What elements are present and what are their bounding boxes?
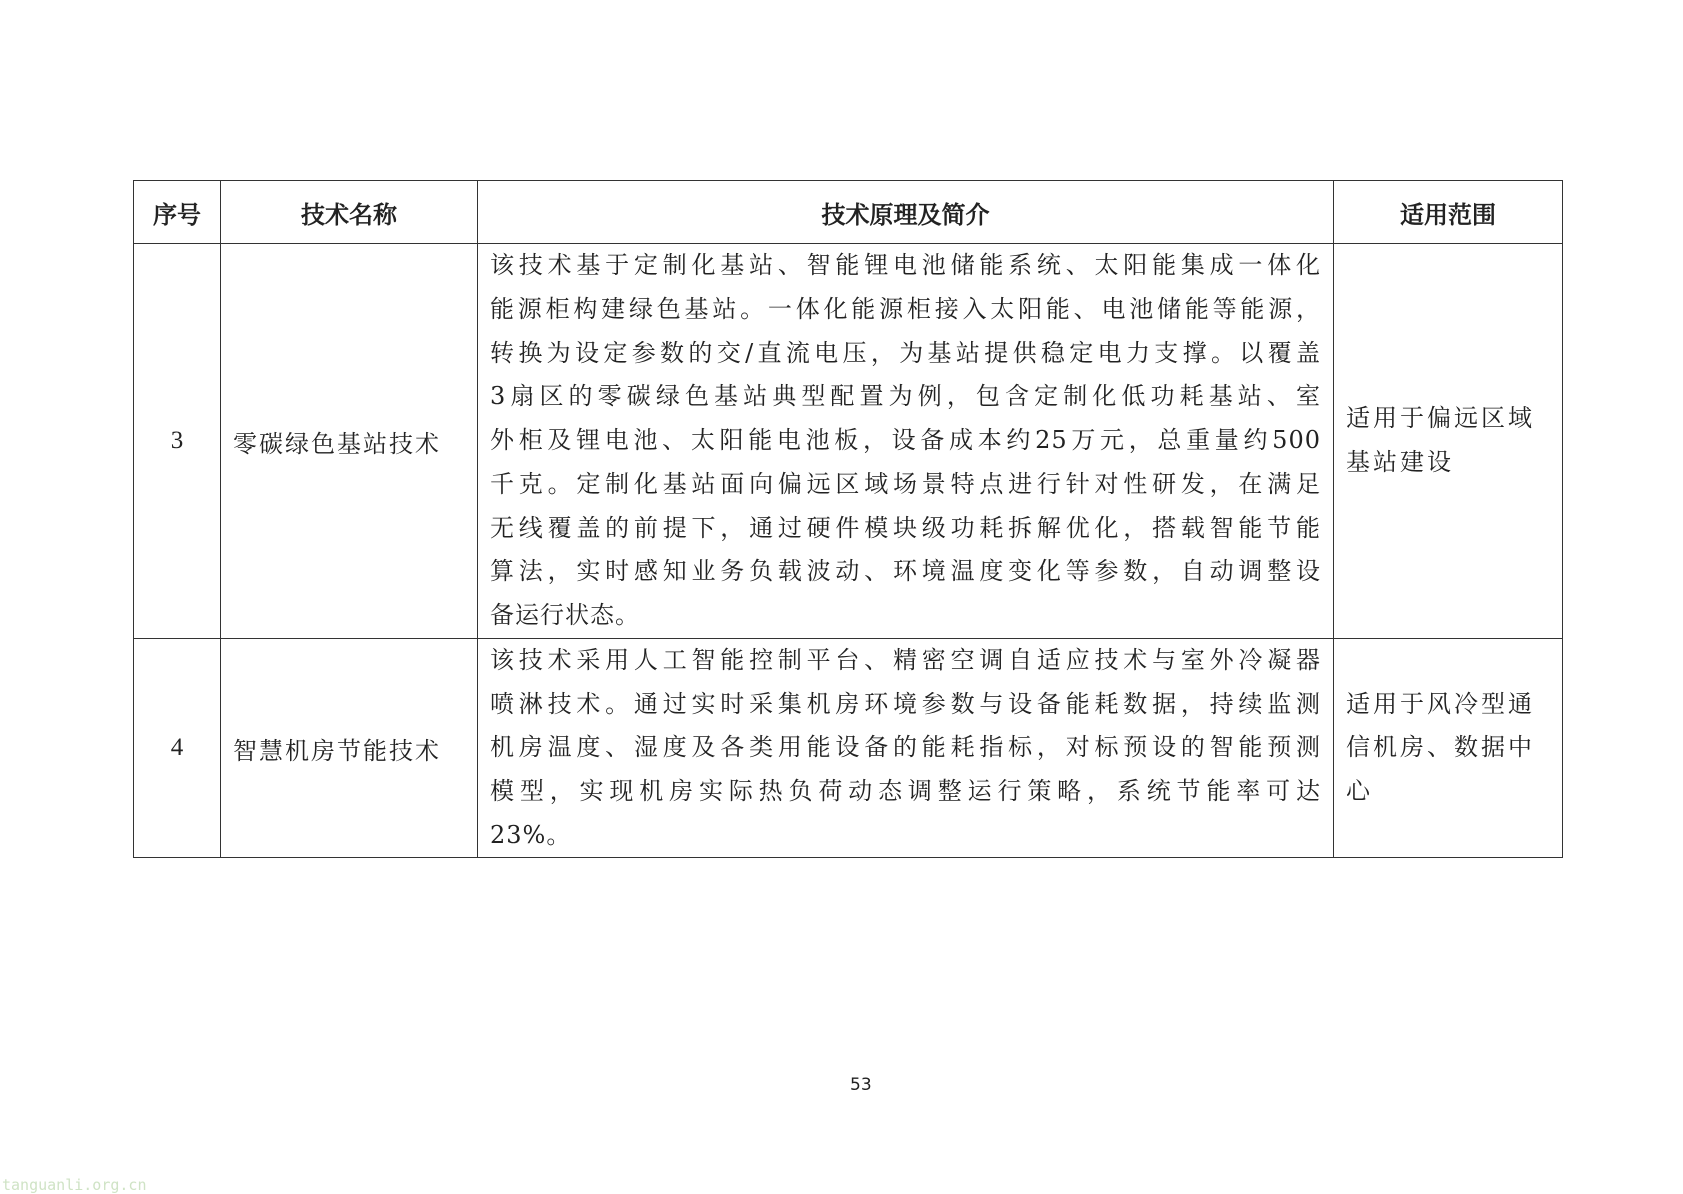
description-line: 算法，实时感知业务负载波动、环境温度变化等参数，自动调整设 xyxy=(490,557,1321,586)
watermark: tanguanli.org.cn xyxy=(2,1176,147,1194)
description-line: 3扇区的零碳绿色基站典型配置为例，包含定制化低功耗基站、室 xyxy=(490,382,1321,411)
description-line: 模型，实现机房实际热负荷动态调整运行策略，系统节能率可达 xyxy=(490,777,1321,806)
scope-line: 适用于偏远区域 xyxy=(1346,404,1535,433)
table-row xyxy=(134,244,1563,639)
application-scope xyxy=(1334,244,1563,639)
header-number: 序号 xyxy=(134,181,221,244)
tech-name: 智慧机房节能技术 xyxy=(221,639,478,858)
tech-description xyxy=(478,244,1334,639)
scope-line: 基站建设 xyxy=(1346,448,1454,476)
scope-line: 信机房、数据中 xyxy=(1346,733,1535,762)
description-line: 外柜及锂电池、太阳能电池板，设备成本约25万元，总重量约500 xyxy=(490,426,1321,455)
header-scope: 适用范围 xyxy=(1334,181,1563,244)
page-number: 53 xyxy=(850,1075,872,1095)
row-number: 4 xyxy=(134,639,221,858)
scope-line: 心 xyxy=(1346,777,1373,806)
tech-description xyxy=(478,639,1334,858)
table-header-row xyxy=(134,181,1563,244)
description-line: 无线覆盖的前提下，通过硬件模块级功耗拆解优化，搭载智能节能 xyxy=(490,513,1321,542)
description-line: 该技术基于定制化基站、智能锂电池储能系统、太阳能集成一体化 xyxy=(490,251,1321,280)
application-scope xyxy=(1334,639,1563,858)
description-line: 千克。定制化基站面向偏远区域场景特点进行针对性研发，在满足 xyxy=(490,469,1321,498)
description-line: 能源柜构建绿色基站。一体化能源柜接入太阳能、电池储能等能源， xyxy=(490,295,1321,324)
header-principle: 技术原理及简介 xyxy=(478,181,1334,244)
table-row xyxy=(134,639,1563,858)
description-line: 23%。 xyxy=(490,820,572,849)
description-line: 转换为设定参数的交/直流电压，为基站提供稳定电力支撑。以覆盖 xyxy=(490,338,1321,367)
header-tech-name: 技术名称 xyxy=(221,181,478,244)
description-line: 备运行状态。 xyxy=(490,600,640,629)
scope-line: 适用于风冷型通 xyxy=(1346,689,1535,718)
description-line: 该技术采用人工智能控制平台、精密空调自适应技术与室外冷凝器 xyxy=(490,646,1321,674)
description-line: 机房温度、湿度及各类用能设备的能耗指标，对标预设的智能预测 xyxy=(490,733,1321,762)
tech-name: 零碳绿色基站技术 xyxy=(221,244,478,639)
description-line: 喷淋技术。通过实时采集机房环境参数与设备能耗数据，持续监测 xyxy=(490,689,1321,718)
row-number: 3 xyxy=(134,244,221,639)
technology-table xyxy=(133,180,1563,858)
